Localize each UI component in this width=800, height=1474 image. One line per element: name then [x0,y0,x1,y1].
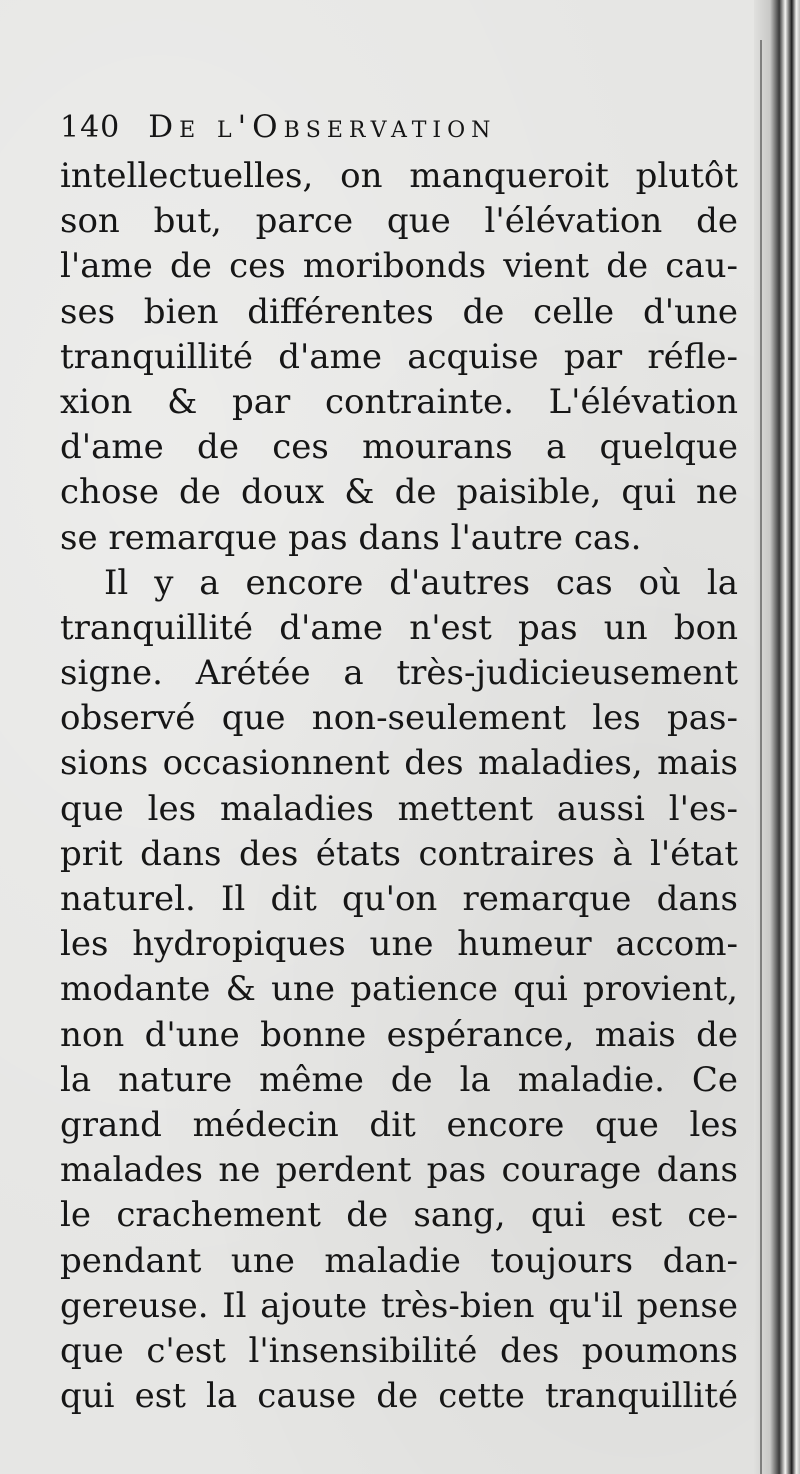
text-line: la nature même de la maladie. Ce [60,1059,738,1100]
text-line: intellectuelles, on manqueroit plutôt [60,156,738,196]
text-line: sions occasionnent des maladies, mais [60,743,738,784]
text-line: modante & une patience qui provient, [60,969,738,1010]
text-line: pendant une maladie toujours dan- [60,1240,738,1281]
text-line: observé que non-seulement les pas- [60,698,738,739]
text-line: l'ame de ces moribonds vient de cau- [60,246,738,287]
text-line: son but, parce que l'élévation de [60,201,738,242]
text-block [60,102,738,1419]
page-header [60,102,738,152]
text-line: qui est la cause de cette tranquillité [60,1376,738,1417]
text-line: chose de doux & de paisible, qui ne [60,472,738,513]
text-line: malades ne perdent pas courage dans [60,1150,738,1191]
text-line: non d'une bonne espérance, mais de [60,1014,738,1055]
text-line: prit dans des états contraires à l'état [60,833,738,874]
text-line: que les maladies mettent aussi l'es- [60,788,738,829]
text-line: xion & par contrainte. L'élévation [60,381,738,422]
page-number: 140 [60,110,121,145]
running-title: De l'Observation [148,109,497,145]
text-line: que c'est l'insensibilité des poumons [60,1330,738,1371]
text-line: tranquillité d'ame acquise par réfle- [60,336,738,377]
text-line: gereuse. Il ajoute très-bien qu'il pense [60,1285,738,1326]
paragraph-first-line: Il y a encore d'autres cas où la [104,562,738,603]
text-line: se remarque pas dans l'autre cas. [60,517,642,558]
text-line: d'ame de ces mourans a quelque [60,427,738,468]
text-line: ses bien différentes de celle d'une [60,291,738,332]
text-line: tranquillité d'ame n'est pas un bon [60,607,738,648]
text-line: signe. Arétée a très-judicieusement [60,653,738,694]
text-line: grand médecin dit encore que les [60,1104,738,1145]
binding-shadow-line [760,40,762,1474]
text-line: le crachement de sang, qui est ce- [60,1195,738,1236]
text-line: les hydropiques une humeur accom- [60,924,738,965]
text-line: naturel. Il dit qu'on remarque dans [60,879,738,919]
